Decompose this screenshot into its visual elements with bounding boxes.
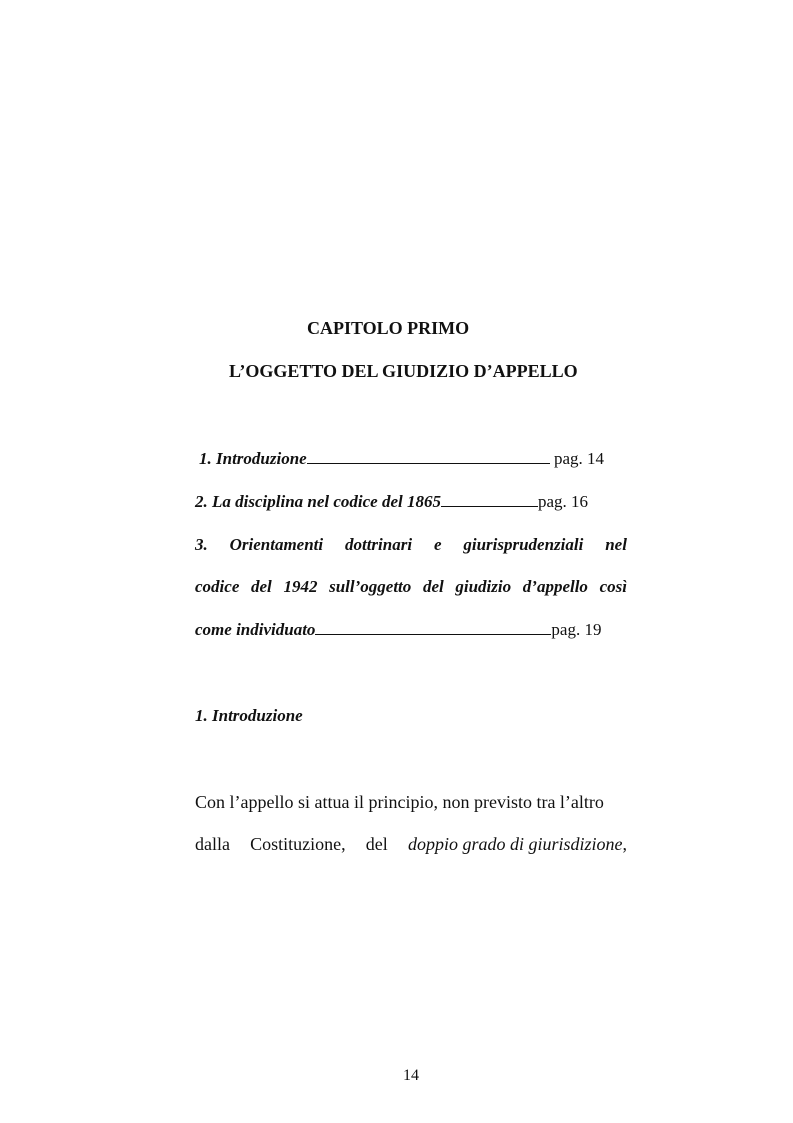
toc-word: e xyxy=(433,535,442,554)
toc-entry-2 xyxy=(195,492,588,512)
body-italic-phrase xyxy=(408,834,627,855)
toc-word: 1942 xyxy=(283,577,318,596)
chapter-title: L’OGGETTO DEL GIUDIZIO D’APPELLO xyxy=(229,361,578,381)
toc-word: così xyxy=(599,577,627,596)
italic-text: doppio grado di giurisdizione xyxy=(407,834,623,854)
toc-entry-3-line-1 xyxy=(195,535,627,555)
toc-word: dottrinari xyxy=(344,535,413,554)
section-heading: 1. Introduzione xyxy=(195,706,303,725)
page-number: 14 xyxy=(403,1067,419,1084)
toc-word: giudizio xyxy=(455,577,512,596)
body-punct: , xyxy=(622,834,627,854)
body-word: del xyxy=(365,834,388,854)
chapter-label: CAPITOLO PRIMO xyxy=(307,318,470,338)
toc-word: nel xyxy=(605,535,627,554)
toc-entry-3-page: pag. 19 xyxy=(551,620,602,639)
toc-entry-3-line-3 xyxy=(195,620,601,640)
toc-entry-1-title: 1. Introduzione xyxy=(199,449,307,468)
toc-word: del xyxy=(251,577,272,596)
toc-entry-3-title-end: come individuato xyxy=(195,620,316,639)
toc-word: 3. xyxy=(195,535,208,554)
toc-word: sull’oggetto xyxy=(329,577,412,596)
toc-entry-1-page: pag. 14 xyxy=(553,449,604,468)
body-word: Costituzione, xyxy=(250,834,346,854)
toc-word: giurisprudenziali xyxy=(463,535,584,554)
toc-word: codice xyxy=(195,577,240,596)
toc-leader xyxy=(315,633,551,635)
toc-entry-3-line-2 xyxy=(195,577,627,597)
toc-word: Orientamenti xyxy=(229,535,324,554)
toc-entry-2-page: pag. 16 xyxy=(538,492,589,511)
body-line-2 xyxy=(195,834,627,855)
body-word: dalla xyxy=(195,834,230,854)
toc-word: d’appello xyxy=(522,577,588,596)
toc-entry-2-title: 2. La disciplina nel codice del 1865 xyxy=(195,492,441,511)
body-line-1: Con l’appello si attua il principio, non previsto tra l’altro xyxy=(195,792,604,812)
toc-leader xyxy=(441,505,538,507)
toc-word: del xyxy=(422,577,444,596)
toc-entry-1 xyxy=(199,449,604,469)
toc-leader xyxy=(307,462,550,464)
